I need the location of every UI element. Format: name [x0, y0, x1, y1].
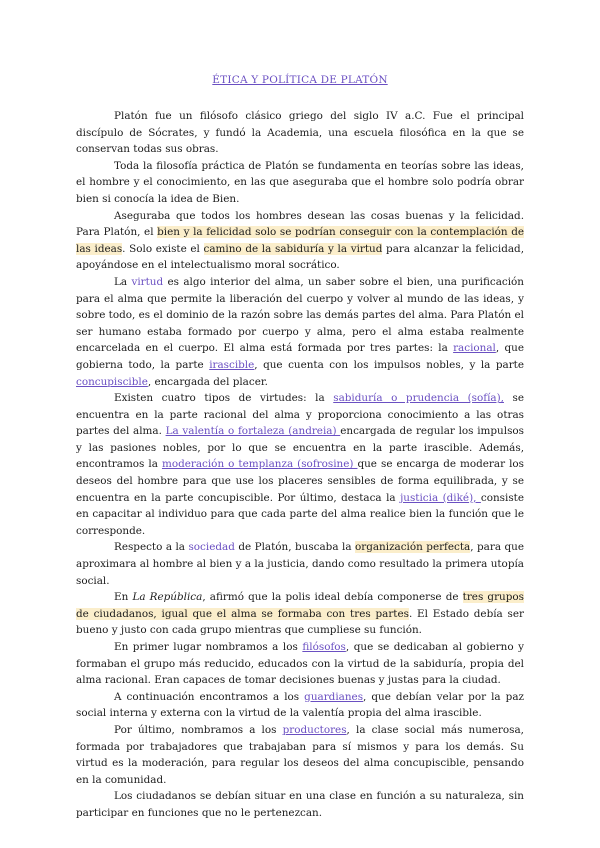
- paragraph: [76, 589, 524, 639]
- paragraph-text: Por último, nombramos a los: [114, 723, 283, 736]
- linked-term[interactable]: sabiduría o prudencia (sofía),: [333, 392, 504, 405]
- paragraph-text: encargada de regular los impulsos y las pasiones nobles, por lo que se encuentra en la parte irascible. Además, encontramos la: [76, 425, 524, 471]
- paragraph: [76, 158, 524, 208]
- paragraph-text: , que gobierna todo, la parte: [76, 342, 524, 371]
- paragraph: [76, 208, 524, 274]
- paragraph: [76, 722, 524, 788]
- paragraph: [76, 639, 524, 689]
- linked-term[interactable]: concupiscible: [76, 375, 148, 388]
- paragraph: [76, 390, 524, 539]
- emphasized-term: sociedad: [188, 541, 235, 554]
- paragraph: [76, 788, 524, 821]
- paragraph: [76, 689, 524, 722]
- linked-term[interactable]: moderación o templanza (sofrosine): [161, 458, 358, 471]
- paragraph-text: para alcanzar la felicidad, apoyándose en el intelectualismo moral socrático.: [76, 242, 524, 272]
- paragraph-text: , encargada del placer.: [147, 375, 268, 388]
- highlighted-text: bien y la felicidad solo se podrían conseguir con la contemplación de las ideas: [76, 226, 525, 255]
- linked-term[interactable]: guardianes: [304, 690, 364, 703]
- paragraph-text: , la clase social más numerosa, formada por trabajadores que trabajaban para sí mismos y para los demás. Su virtud es la moderación, para regular los deseos del alma concupiscible, pensando en la comunidad.: [76, 723, 524, 786]
- highlighted-text: camino de la sabiduría y la virtud: [203, 242, 383, 255]
- linked-term[interactable]: productores: [282, 723, 347, 736]
- paragraph: [76, 108, 524, 158]
- paragraph: [76, 274, 524, 390]
- paragraph-text: La: [114, 275, 132, 288]
- document-title: ÉTICA Y POLÍTICA DE PLATÓN: [212, 74, 388, 86]
- emphasized-term: virtud: [131, 275, 164, 288]
- linked-term[interactable]: filósofos: [302, 641, 346, 653]
- paragraph-text: , que debían velar por la paz social interna y externa con la virtud de la valentía propia del alma irascible.: [76, 690, 524, 720]
- paragraph-text: Existen cuatro tipos de virtudes: la: [114, 392, 334, 405]
- paragraph-text: que se encarga de moderar los deseos del hombre para que use los placeres sensibles de forma equilibrada, y se encuentra en la parte concupiscible. Por último, destaca la: [76, 458, 524, 504]
- paragraph-text: En primer lugar nombramos a los: [114, 641, 303, 653]
- paragraph-text: es algo interior del alma, un saber sobre el bien, una purificación para el alma que permite la liberación del cuerpo y volver al mundo de las ideas, y sobre todo, es el dominio de la razón sobre las demás partes del alma. Para Platón el ser humano estaba formado por cuerpo y alma, pero el alma estaba realmente encarcelada en el cuerpo. El alma está formada por tres partes: la: [76, 275, 524, 355]
- linked-term[interactable]: La valentía o fortaleza (andreia): [165, 425, 341, 438]
- paragraph-text: , para que aproximara al hombre al bien y a la justicia, dando como resultado la primera utopía social.: [76, 541, 524, 587]
- paragraph-text: Respecto a la: [114, 541, 189, 554]
- linked-term[interactable]: justicia (diké),: [400, 491, 481, 504]
- highlighted-text: tres grupos de ciudadanos, igual que el alma se formaba con tres partes: [76, 591, 524, 620]
- paragraph-text: Aseguraba que todos los hombres desean las cosas buenas y la felicidad. Para Platón, el: [76, 209, 524, 239]
- paragraph-text: se encuentra en la parte racional del alma y proporciona conocimiento a las otras partes del alma.: [76, 392, 524, 438]
- linked-term[interactable]: irascible: [209, 358, 255, 371]
- paragraph-text: Platón fue un filósofo clásico griego del siglo IV a.C. Fue el principal discípulo de Sócrates, y fundó la Academia, una escuela filosófica en la que se conservan todas sus obras.: [76, 110, 524, 156]
- paragraph-text: , que cuenta con los impulsos nobles, y la parte: [254, 358, 524, 371]
- paragraph-text: En: [114, 591, 133, 604]
- highlighted-text: organización perfecta: [354, 541, 471, 554]
- paragraph-text: A continuación encontramos a los: [114, 690, 305, 703]
- italic-title: La República: [132, 591, 203, 604]
- paragraph-text: . El Estado debía ser bueno y justo con cada grupo mientras que cumpliese su función.: [76, 607, 524, 637]
- linked-term[interactable]: racional: [453, 342, 496, 355]
- paragraph-text: consiste en capacitar al individuo para que cada parte del alma realice bien la función que le corresponde.: [76, 491, 524, 537]
- paragraph-text: Toda la filosofía práctica de Platón se fundamenta en teorías sobre las ideas, el hombre y el conocimiento, en las que aseguraba que el hombre solo podría obrar bien si conocía la idea de Bien.: [76, 159, 524, 205]
- paragraph-text: , afirmó que la polis ideal debía componerse de: [202, 591, 463, 604]
- paragraph: [76, 539, 524, 589]
- paragraph-text: . Solo existe el: [122, 242, 204, 255]
- paragraph-text: , que se dedicaban al gobierno y formaban el grupo más reducido, educados con la virtud de la sabiduría, propia del alma racional. Eran capaces de tomar decisiones buenas y justas para la ciudad.: [76, 641, 524, 687]
- paragraph-text: Los ciudadanos se debían situar en una clase en función a su naturaleza, sin participar en funciones que no le pertenezcan.: [76, 790, 524, 819]
- document-body: [76, 108, 524, 822]
- paragraph-text: de Platón, buscaba la: [234, 541, 355, 554]
